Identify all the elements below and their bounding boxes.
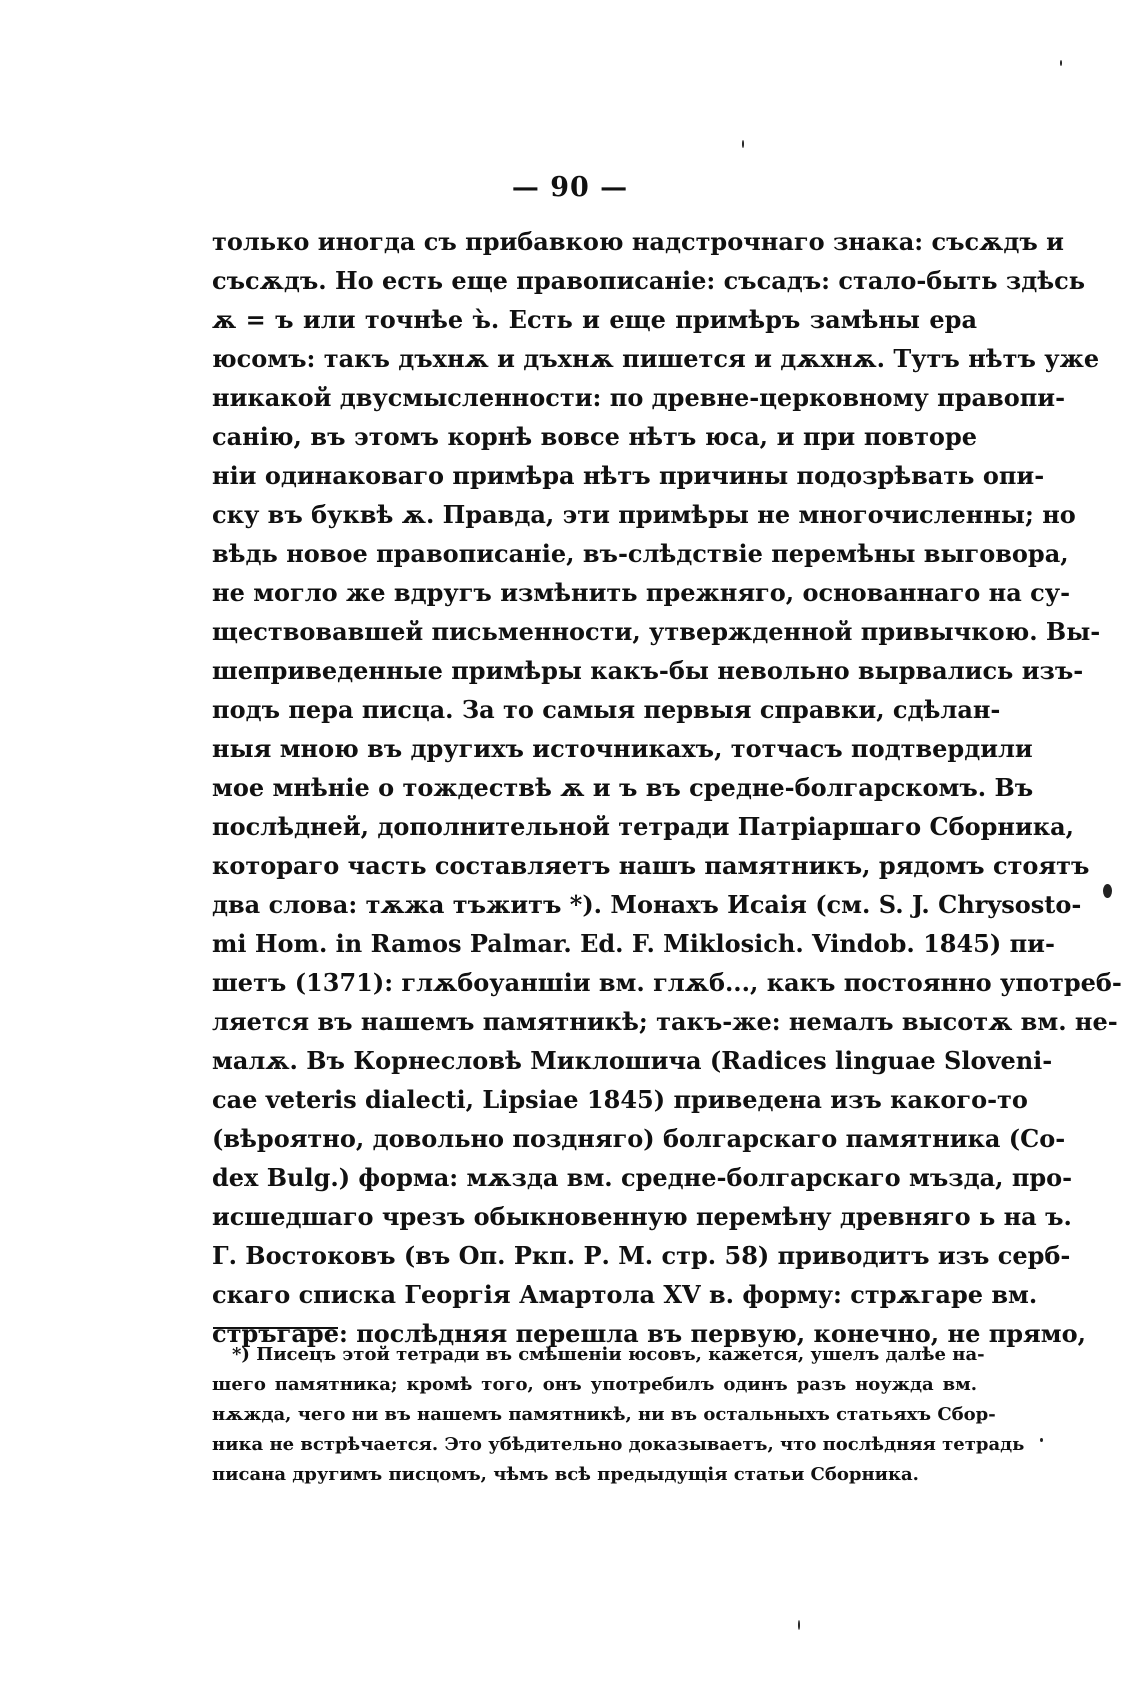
body-line: подъ пера писца. За то самыя первыя справки, сдѣлан-: [212, 695, 1001, 724]
footnote-divider: [213, 1327, 338, 1329]
body-line: cae veteris dialecti, Lipsiae 1845) приведена изъ какого-то: [212, 1085, 1028, 1114]
body-line: не могло же вдругъ измѣнить прежняго, основаннаго на су-: [212, 578, 1071, 607]
body-line: мое мнѣніе о тождествѣ ѫ и ъ въ средне-болгарскомъ. Въ: [212, 773, 1034, 802]
body-line: ществовавшей письменности, утвержденной привычкою. Вы-: [212, 617, 1101, 646]
body-line: ѫ = ъ или точнѣе ъ̀. Есть и еще примѣръ замѣны ера: [212, 305, 977, 334]
footnote-line: *) Писецъ этой тетради въ смѣшеніи юсовъ, кажется, ушелъ далѣе на-: [232, 1344, 985, 1365]
body-line: шетъ (1371): глѫбоуаншіи вм. глѫб..., какъ постоянно употреб-: [212, 968, 1122, 997]
body-line: ныя мною въ другихъ источникахъ, тотчасъ подтвердили: [212, 734, 1033, 763]
scan-speck: [798, 1620, 800, 1630]
scan-speck: [1060, 60, 1062, 66]
body-line: mi Hom. in Ramos Palmar. Ed. F. Miklosich. Vindob. 1845) пи-: [212, 929, 1055, 958]
body-line: санію, въ этомъ корнѣ вовсе нѣтъ юса, и при повторе: [212, 422, 977, 451]
body-line: стръгаре: послѣдняя перешла въ первую, конечно, не прямо,: [212, 1319, 1086, 1348]
body-line: ніи одинаковаго примѣра нѣтъ причины подозрѣвать опи-: [212, 461, 1045, 490]
body-line: только иногда съ прибавкою надстрочнаго знака: съсѫдъ и: [212, 227, 1064, 256]
scan-speck: [742, 140, 744, 148]
body-line: котораго часть составляетъ нашъ памятникъ, рядомъ стоятъ: [212, 851, 1090, 880]
body-line: исшедшаго чрезъ обыкновенную перемѣну древняго ь на ъ.: [212, 1202, 1072, 1231]
body-line: юсомъ: такъ дъхнѫ и дъхнѫ пишется и дѫхнѫ. Тутъ нѣтъ уже: [212, 344, 1100, 373]
main-text: [212, 222, 1122, 1353]
body-line: dex Bulg.) форма: мѫзда вм. средне-болгарскаго мъзда, про-: [212, 1163, 1073, 1192]
body-line: съсѫдъ. Но есть еще правописаніе: съсадъ: стало-быть здѣсь: [212, 266, 1085, 295]
footnote-line: нѫжда, чего ни въ нашемъ памятникѣ, ни въ остальныхъ статьяхъ Сбор-: [212, 1404, 996, 1425]
body-line: Г. Востоковъ (въ Оп. Ркп. Р. М. стр. 58) приводитъ изъ серб-: [212, 1241, 1071, 1270]
body-line: два слова: тѫжа тъжитъ *). Монахъ Исаія (см. S. J. Chrysosto-: [212, 890, 1082, 919]
body-line: ляется въ нашемъ памятникѣ; такъ-же: немалъ высотѫ вм. не-: [212, 1007, 1118, 1036]
body-line: шеприведенные примѣры какъ-бы невольно вырвались изъ-: [212, 656, 1084, 685]
body-line: ску въ буквѣ ѫ. Правда, эти примѣры не многочисленны; но: [212, 500, 1076, 529]
scan-speck: [1040, 1438, 1043, 1442]
body-line: вѣдь новое правописаніе, въ-слѣдствіе перемѣны выговора,: [212, 539, 1069, 568]
page-number: — 90 —: [511, 172, 629, 203]
body-line: никакой двусмысленности: по древне-церковному правопи-: [212, 383, 1066, 412]
footnote: [212, 1340, 1025, 1490]
body-line: послѣдней, дополнительной тетради Патріаршаго Сборника,: [212, 812, 1075, 841]
body-line: малѫ. Въ Корнесловѣ Миклошича (Radices linguae Sloveni-: [212, 1046, 1053, 1075]
body-line: скаго списка Георгія Амартола XV в. форму: стрѫгаре вм.: [212, 1280, 1038, 1309]
body-line: (вѣроятно, довольно поздняго) болгарскаго памятника (Co-: [212, 1124, 1066, 1153]
scan-speck: [1103, 884, 1112, 898]
footnote-line: писана другимъ писцомъ, чѣмъ всѣ предыдущія статьи Сборника.: [212, 1464, 919, 1485]
footnote-line: шего памятника; кромѣ того, онъ употребилъ одинъ разъ ноужда вм.: [212, 1374, 977, 1395]
footnote-line: ника не встрѣчается. Это убѣдительно доказываетъ, что послѣдняя тетрадь: [212, 1434, 1025, 1455]
